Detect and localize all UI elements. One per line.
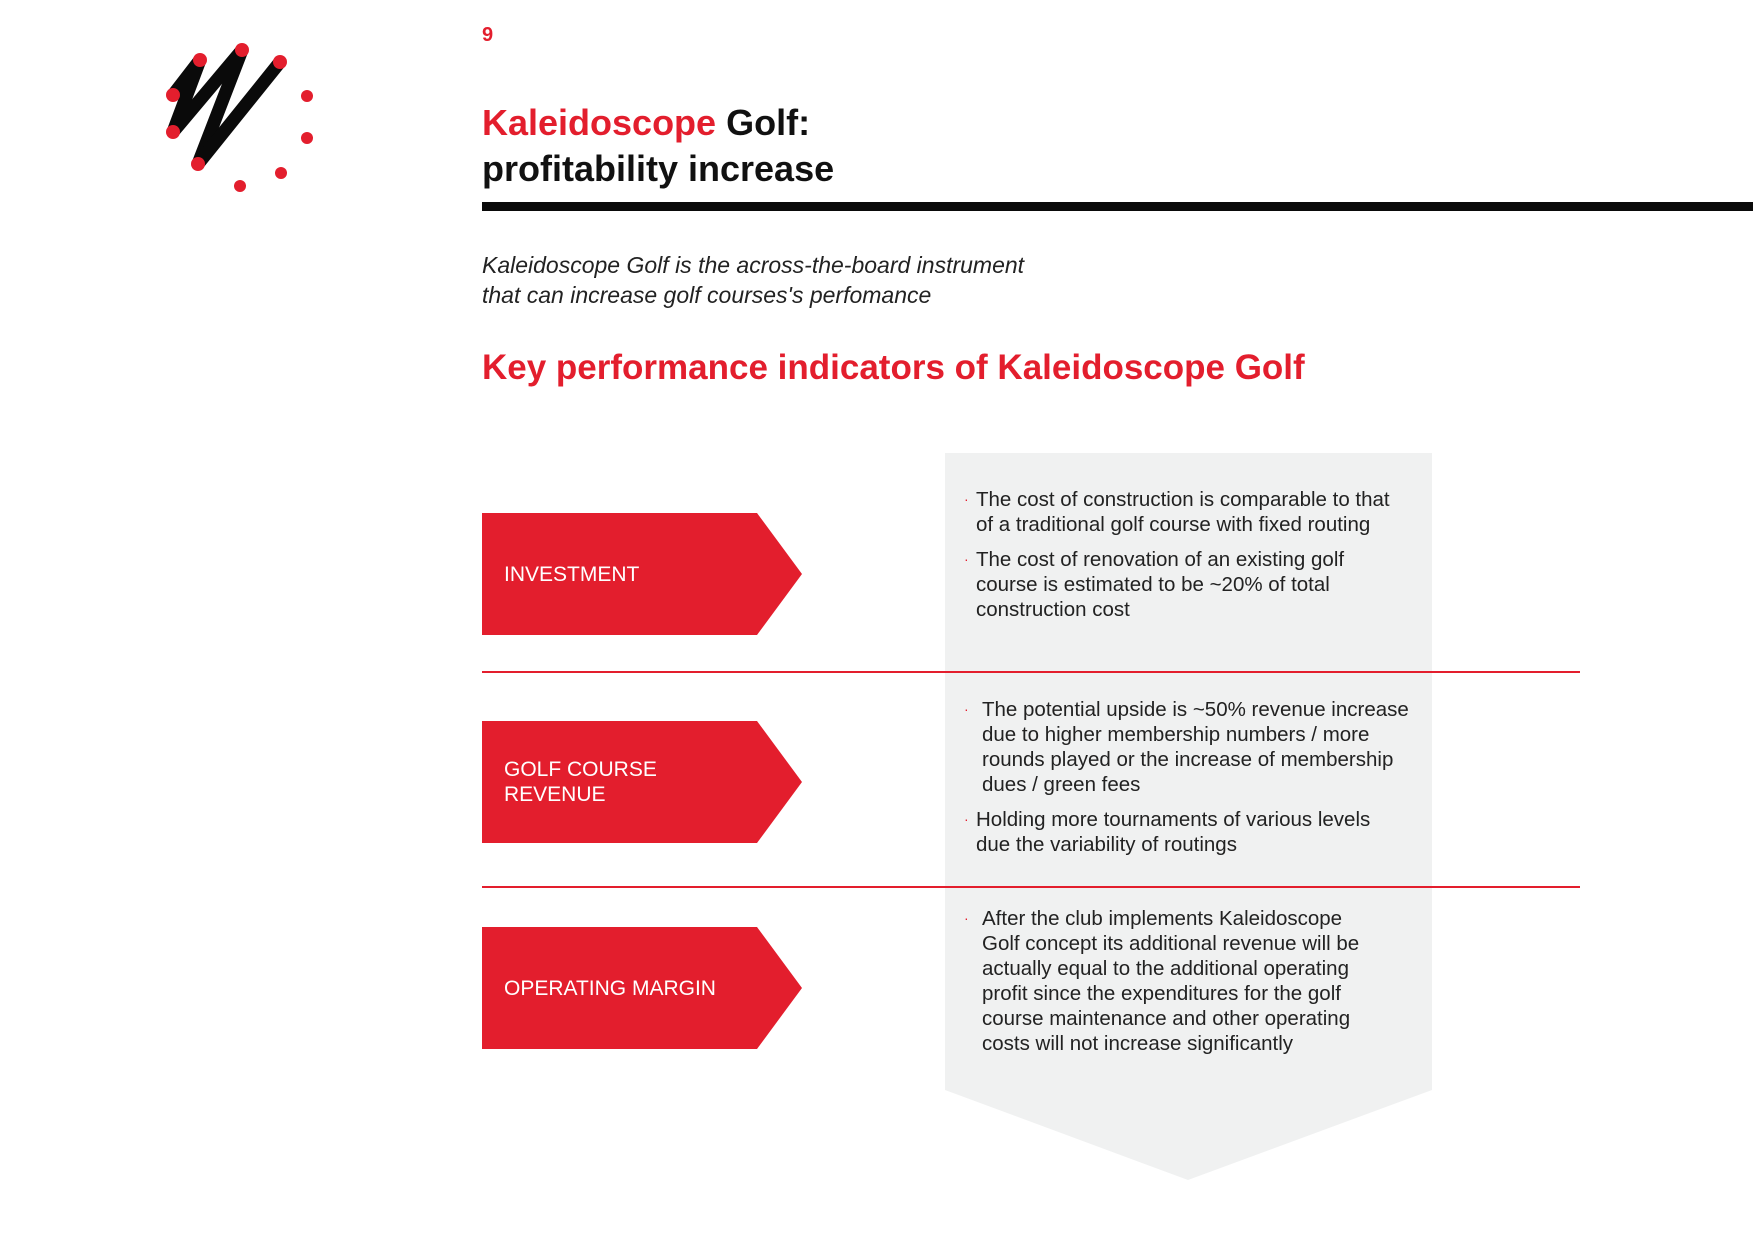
bullet-text: The cost of renovation of an existing golf course is estimated to be ~20% of total construction cost <box>976 548 1345 621</box>
kpi-label-line2: REVENUE <box>504 783 606 806</box>
kpi-heading: Key performance indicators of Kaleidoscope Golf <box>482 348 1305 387</box>
page-number: 9 <box>482 24 494 46</box>
bullet-text: The cost of construction is comparable to that of a traditional golf course with fixed routing <box>976 488 1390 536</box>
bullet-text: After the club implements Kaleidoscope Golf concept its additional revenue will be actually equal to the additional operating profit since the expenditures for the golf course maintenance and other operating costs will not increase significantly <box>982 907 1360 1055</box>
bullet-item <box>964 697 1410 797</box>
row-divider <box>482 886 1580 888</box>
kpi-label <box>504 721 764 843</box>
bullet-marker: · <box>964 811 969 827</box>
bullet-marker: · <box>964 551 969 567</box>
kpi-revenue-tag <box>482 721 802 843</box>
title-rest: Golf: <box>716 102 811 143</box>
bullet-marker: · <box>964 491 969 507</box>
bullet-marker: · <box>964 910 969 926</box>
bullet-item <box>964 906 1380 1056</box>
subtitle-line1: Kaleidoscope Golf is the across-the-board instrument <box>482 252 1025 278</box>
kpi-margin-tag <box>482 927 802 1049</box>
bullet-item <box>964 807 1410 857</box>
bullet-text: Holding more tournaments of various levels due the variability of routings <box>976 808 1371 856</box>
kpi-label-line1: GOLF COURSE <box>504 758 657 781</box>
bullet-text: The potential upside is ~50% revenue increase due to higher membership numbers / more rounds played or the increase of membership dues / green fees <box>982 698 1409 796</box>
row-divider <box>482 671 1580 673</box>
bullet-item <box>964 487 1410 537</box>
kpi-label: INVESTMENT <box>504 562 640 586</box>
title-line2: profitability increase <box>482 148 835 189</box>
bullet-marker: · <box>964 701 969 717</box>
kpi-margin-details <box>964 906 1380 1066</box>
kpi-revenue-details <box>964 697 1410 867</box>
title-accent: Kaleidoscope <box>482 102 717 143</box>
kpi-label: OPERATING MARGIN <box>504 976 716 1000</box>
subtitle-line2: that can increase golf courses's perfomance <box>482 282 932 308</box>
bullet-item <box>964 547 1410 622</box>
kpi-investment-details <box>964 487 1410 632</box>
kpi-investment-tag <box>482 513 802 635</box>
